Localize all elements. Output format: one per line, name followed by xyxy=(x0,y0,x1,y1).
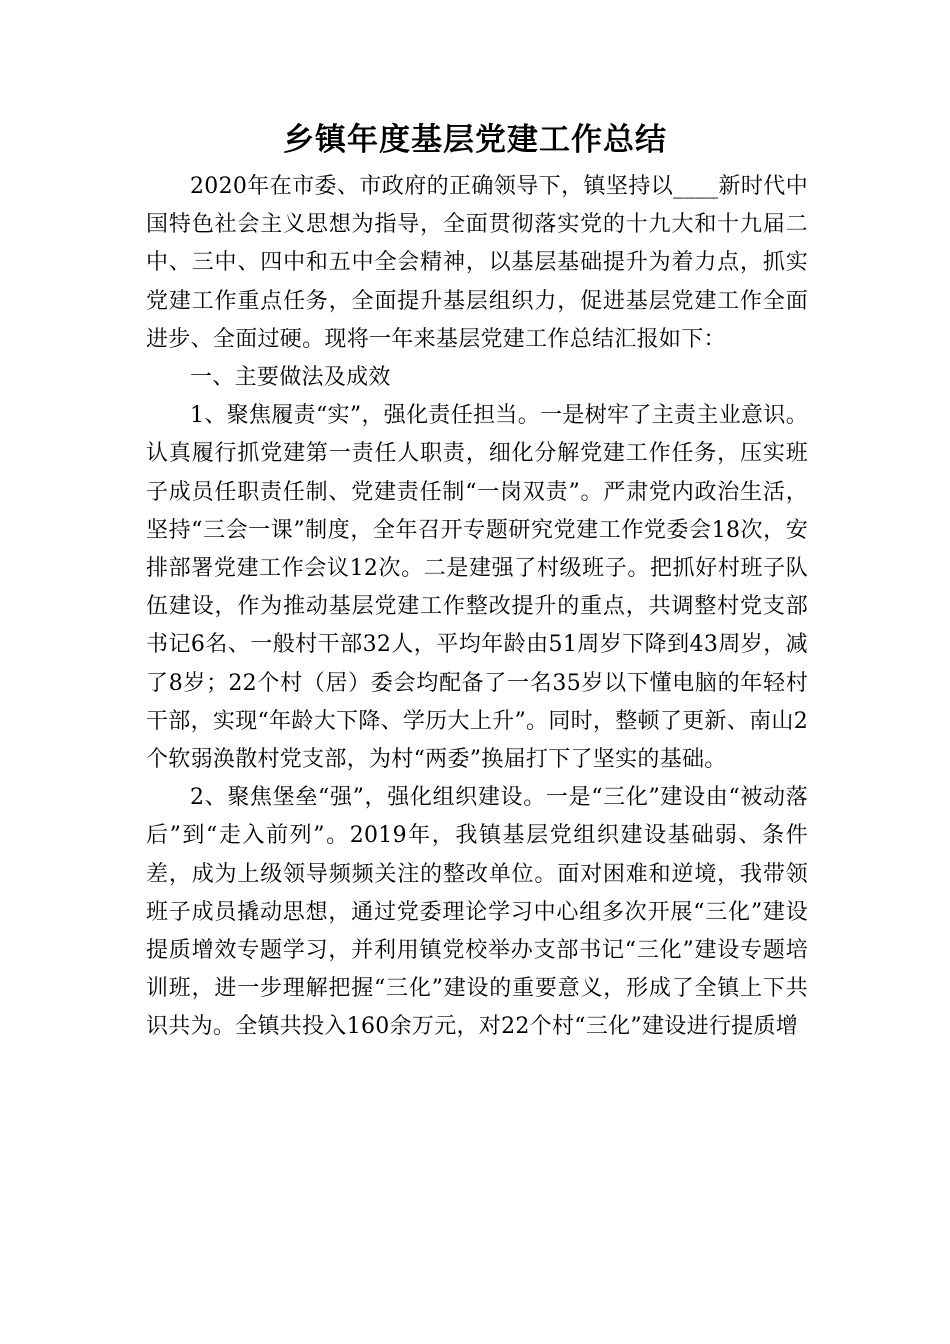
paragraph-item-2: 2、聚焦堡垒“强”，强化组织建设。一是“三化”建设由“被动落后”到“走入前列”。2019年，我镇基层党组织建设基础弱、条件差，成为上级领导频频关注的整改单位。面对困难和逆境，我带领班子成员撬动思想，通过党委理论学习中心组多次开展“三化”建设提质增效专题学习，并利用镇党校举办支部书记“三化”建设专题培训班，进一步理解把握“三化”建设的重要意义，形成了全镇上下共识共为。全镇共投入160余万元，对22个村“三化”建设进行提质增 xyxy=(146,785,808,1040)
paragraph-item-1: 1、聚焦履责“实”，强化责任担当。一是树牢了主责主业意识。认真履行抓党建第一责任人职责，细化分解党建工作任务，压实班子成员任职责任制、党建责任制“一岗双责”。严肃党内政治生活，坚持“三会一课”制度，全年召开专题研究党建工作党委会18次，安排部署党建工作会议12次。二是建强了村级班子。把抓好村班子队伍建设，作为推动基层党建工作整改提升的重点，共调整村党支部书记6名、一般村干部32人，平均年龄由51周岁下降到43周岁，减了8岁；22个村（居）委会均配备了一名35岁以下懂电脑的年轻村干部，实现“年龄大下降、学历大上升”。同时，整顿了更新、南山2个软弱涣散村党支部，为村“两委”换届打下了坚实的基础。 xyxy=(146,403,808,773)
document-body xyxy=(146,168,808,1047)
paragraph-intro: 2020年在市委、市政府的正确领导下，镇坚持以____新时代中国特色社会主义思想为指导，全面贯彻落实党的十九大和十九届二中、三中、四中和五中全会精神，以基层基础提升为着力点，抓实党建工作重点任务，全面提升基层组织力，促进基层党建工作全面进步、全面过硬。现将一年来基层党建工作总结汇报如下： xyxy=(146,174,808,352)
section-heading: 一、主要做法及成效 xyxy=(190,365,391,391)
document-title: 乡镇年度基层党建工作总结 xyxy=(283,122,667,158)
